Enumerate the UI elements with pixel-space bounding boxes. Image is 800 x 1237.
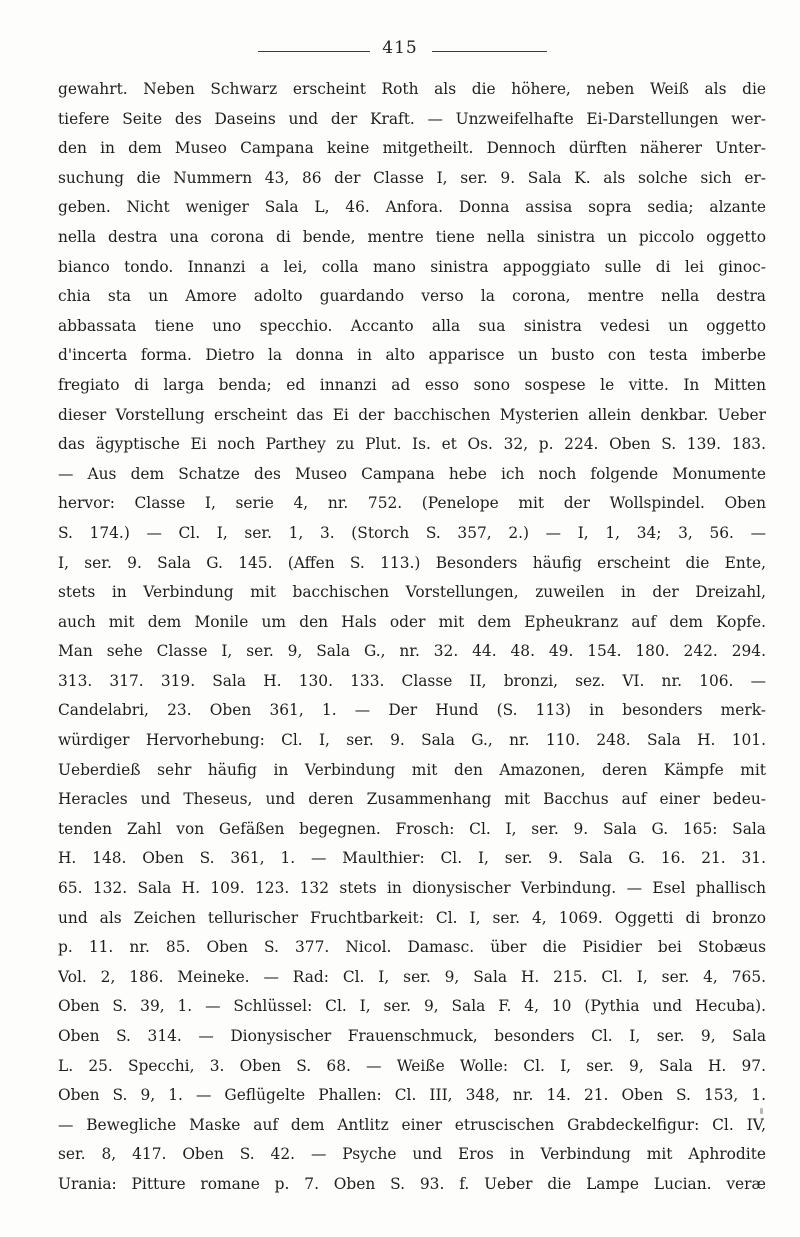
text-line: ser. 8, 417. Oben S. 42. — Psyche und Eros in Verbindung mit Aphrodite bbox=[58, 1145, 766, 1164]
body-text bbox=[58, 75, 766, 1200]
page-number: 415 bbox=[382, 38, 418, 58]
text-line: d'incerta forma. Dietro la donna in alto apparisce un busto con testa imberbe bbox=[58, 346, 766, 365]
text-line: und als Zeichen tellurischer Fruchtbarkeit: Cl. I, ser. 4, 1069. Oggetti di bronzo bbox=[58, 908, 766, 927]
text-line: L. 25. Specchi, 3. Oben S. 68. — Weiße Wolle: Cl. I, ser. 9, Sala H. 97. bbox=[58, 1056, 766, 1075]
text-line: nella destra una corona di bende, mentre tiene nella sinistra un piccolo oggetto bbox=[58, 227, 766, 246]
text-line: p. 11. nr. 85. Oben S. 377. Nicol. Damasc. über die Pisidier bei Stobæus bbox=[58, 938, 766, 957]
text-line: abbassata tiene uno specchio. Accanto alla sua sinistra vedesi un oggetto bbox=[58, 316, 766, 335]
text-line: gewahrt. Neben Schwarz erscheint Roth als die höhere, neben Weiß als die bbox=[58, 80, 766, 98]
text-line: H. 148. Oben S. 361, 1. — Maulthier: Cl. I, ser. 9. Sala G. 16. 21. 31. bbox=[58, 849, 766, 868]
text-line: 313. 317. 319. Sala H. 130. 133. Classe II, bronzi, sez. VI. nr. 106. — bbox=[58, 671, 766, 690]
text-line: tenden Zahl von Gefäßen begegnen. Frosch: Cl. I, ser. 9. Sala G. 165: Sala bbox=[58, 819, 766, 838]
text-line: Oben S. 39, 1. — Schlüssel: Cl. I, ser. 9, Sala F. 4, 10 (Pythia und Hecuba). bbox=[58, 997, 766, 1016]
text-line: — Bewegliche Maske auf dem Antlitz einer etruscischen Grabdeckelfigur: Cl. IV, bbox=[58, 1115, 766, 1134]
text-line: bianco tondo. Innanzi a lei, colla mano sinistra appoggiato sulle di lei ginoc- bbox=[58, 257, 766, 276]
page-speck bbox=[760, 1108, 763, 1114]
text-line: Oben S. 314. — Dionysischer Frauenschmuck, besonders Cl. I, ser. 9, Sala bbox=[58, 1027, 766, 1045]
text-line: S. 174.) — Cl. I, ser. 1, 3. (Storch S. 357, 2.) — I, 1, 34; 3, 56. — bbox=[58, 523, 766, 542]
text-line: stets in Verbindung mit bacchischen Vorstellungen, zuweilen in der Dreizahl, bbox=[58, 583, 766, 602]
header-rule-right bbox=[432, 51, 547, 52]
header-rule-left bbox=[258, 51, 370, 52]
text-line: würdiger Hervorhebung: Cl. I, ser. 9. Sala G., nr. 110. 248. Sala H. 101. bbox=[58, 731, 766, 750]
text-line: hervor: Classe I, serie 4, nr. 752. (Penelope mit der Wollspindel. Oben bbox=[58, 494, 766, 513]
text-line: Urania: Pitture romane p. 7. Oben S. 93. f. Ueber die Lampe Lucian. veræ bbox=[58, 1174, 766, 1193]
text-line: — Aus dem Schatze des Museo Campana hebe ich noch folgende Monumente bbox=[58, 464, 766, 483]
text-line: I, ser. 9. Sala G. 145. (Affen S. 113.) Besonders häufig erscheint die Ente, bbox=[58, 553, 766, 572]
text-line: Ueberdieß sehr häufig in Verbindung mit den Amazonen, deren Kämpfe mit bbox=[58, 760, 766, 779]
text-line: das ägyptische Ei noch Parthey zu Plut. Is. et Os. 32, p. 224. Oben S. 139. 183. bbox=[58, 435, 766, 454]
text-line: suchung die Nummern 43, 86 der Classe I, ser. 9. Sala K. als solche sich er- bbox=[58, 168, 766, 187]
text-line: 65. 132. Sala H. 109. 123. 132 stets in dionysischer Verbindung. — Esel phallisch bbox=[58, 879, 766, 898]
text-line: Vol. 2, 186. Meineke. — Rad: Cl. I, ser. 9, Sala H. 215. Cl. I, ser. 4, 765. bbox=[58, 967, 766, 986]
text-line: Man sehe Classe I, ser. 9, Sala G., nr. 32. 44. 48. 49. 154. 180. 242. 294. bbox=[58, 642, 766, 661]
text-line: fregiato di larga benda; ed innanzi ad esso sono sospese le vitte. In Mitten bbox=[58, 375, 766, 394]
text-line: Candelabri, 23. Oben 361, 1. — Der Hund (S. 113) in besonders merk- bbox=[58, 701, 766, 720]
text-line: Heracles und Theseus, und deren Zusammenhang mit Bacchus auf einer bedeu- bbox=[58, 790, 766, 809]
text-line: auch mit dem Monile um den Hals oder mit dem Epheukranz auf dem Kopfe. bbox=[58, 612, 766, 631]
text-line: geben. Nicht weniger Sala L, 46. Anfora. Donna assisa sopra sedia; alzante bbox=[58, 198, 766, 217]
text-line: dieser Vorstellung erscheint das Ei der bacchischen Mysterien allein denkbar. Ueber bbox=[58, 405, 766, 424]
text-line: chia sta un Amore adolto guardando verso la corona, mentre nella destra bbox=[58, 287, 766, 306]
text-line: den in dem Museo Campana keine mitgetheilt. Dennoch dürften näherer Unter- bbox=[58, 139, 766, 158]
text-line: tiefere Seite des Daseins und der Kraft. — Unzweifelhafte Ei-Darstellungen wer- bbox=[58, 109, 766, 128]
text-line: Oben S. 9, 1. — Geflügelte Phallen: Cl. III, 348, nr. 14. 21. Oben S. 153, 1. bbox=[58, 1086, 766, 1105]
